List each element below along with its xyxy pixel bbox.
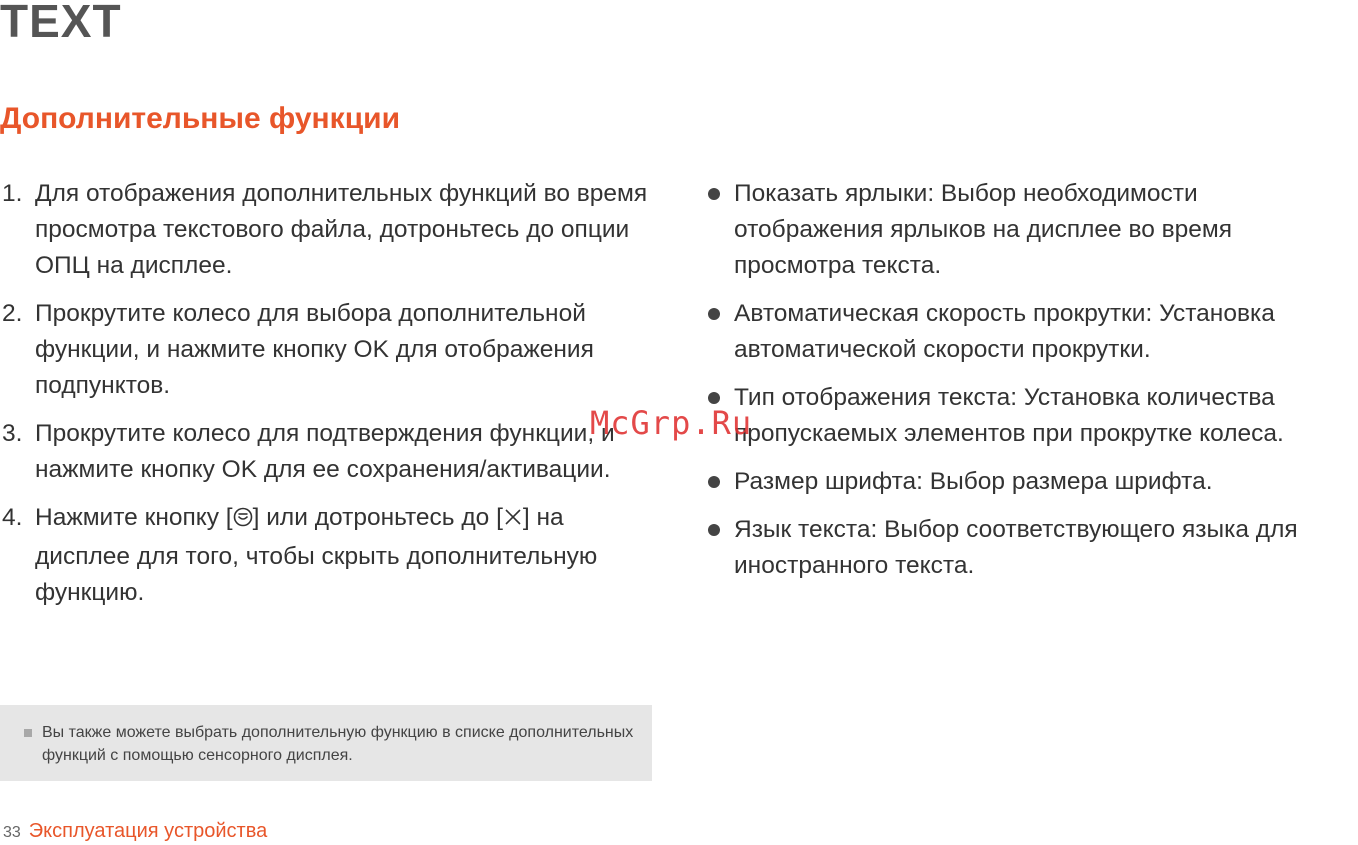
- page-footer: [3, 820, 267, 843]
- option-text: Тип отображения текста: Установка количества пропускаемых элементов при прокрутке колеса.: [734, 384, 1284, 447]
- option-text: Размер шрифта: Выбор размера шрифта.: [734, 468, 1213, 495]
- bullet-icon: [708, 392, 720, 404]
- option-text: Показать ярлыки: Выбор необходимости отображения ярлыков на дисплее во время просмотра текста.: [734, 180, 1233, 279]
- step-text-after: ] на дисплее для того, чтобы скрыть дополнительную функцию.: [35, 504, 598, 606]
- step-text: Для отображения дополнительных функций во время просмотра текстового файла, дотроньтесь до опции ОПЦ на дисплее.: [35, 180, 648, 279]
- step-text: Прокрутите колесо для подтверждения функции, и нажмите кнопку OK для ее сохранения/активации.: [35, 420, 615, 483]
- step-text-before: Нажмите кнопку [: [35, 504, 233, 531]
- step-number: 3.: [2, 420, 23, 447]
- note-square-icon: [24, 729, 32, 737]
- step-item: [0, 500, 660, 611]
- watermark: McGrp.Ru: [590, 404, 753, 442]
- option-item: [706, 176, 1346, 284]
- step-item: [0, 176, 660, 284]
- step-item: [0, 296, 660, 404]
- close-x-icon: [503, 503, 523, 539]
- steps-list: [0, 176, 660, 623]
- step-number: 1.: [2, 180, 23, 207]
- bullet-icon: [708, 308, 720, 320]
- back-icon: [233, 503, 253, 539]
- footer-section-title: Эксплуатация устройства: [28, 820, 268, 842]
- step-item: [0, 416, 660, 488]
- step-text: Прокрутите колесо для выбора дополнительной функции, и нажмите кнопку OK для отображения подпунктов.: [35, 300, 594, 399]
- note-box: [0, 705, 652, 781]
- option-item: [706, 380, 1346, 452]
- page-number: 33: [3, 824, 21, 841]
- options-list: [706, 176, 1346, 596]
- bullet-icon: [708, 188, 720, 200]
- section-title: Дополнительные функции: [0, 102, 401, 135]
- step-text-middle: ] или дотроньтесь до [: [252, 504, 503, 531]
- bullet-icon: [708, 524, 720, 536]
- step-number: 2.: [2, 300, 23, 327]
- option-text: Автоматическая скорость прокрутки: Установка автоматической скорости прокрутки.: [734, 300, 1275, 363]
- step-number: 4.: [2, 504, 23, 531]
- option-item: [706, 464, 1346, 500]
- bullet-icon: [708, 476, 720, 488]
- option-text: Язык текста: Выбор соответствующего языка для иностранного текста.: [734, 516, 1298, 579]
- option-item: [706, 296, 1346, 368]
- page-heading: TEXT: [0, 0, 122, 47]
- option-item: [706, 512, 1346, 584]
- note-text: Вы также можете выбрать дополнительную функцию в списке дополнительных функций с помощью сенсорного дисплея.: [42, 724, 634, 764]
